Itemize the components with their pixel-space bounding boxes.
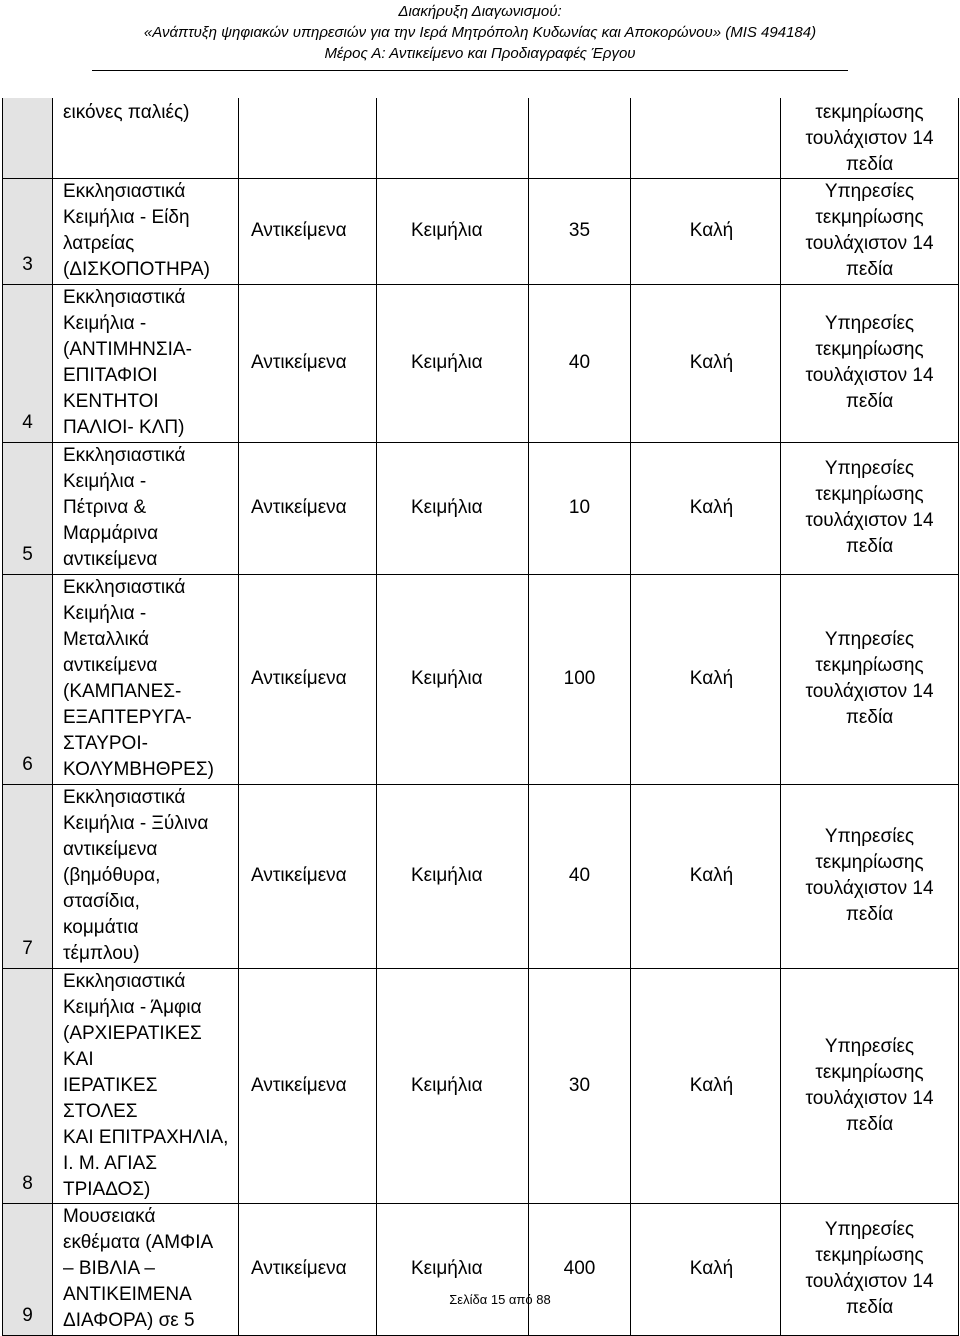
quantity-cell — [529, 98, 631, 178]
cell-line: πεδία — [845, 391, 894, 412]
subcategory-cell: Κειμήλια — [377, 284, 529, 442]
state-cell — [631, 98, 781, 178]
subcategory-cell: Κειμήλια — [377, 178, 529, 284]
table-row — [3, 574, 959, 784]
row-number-cell: 9 — [3, 1203, 53, 1335]
row-number-cell: 8 — [3, 968, 53, 1203]
cell-line: Πέτρινα & — [63, 497, 147, 518]
cell-line: (ΔΙΣΚΟΠΟΤΗΡΑ) — [63, 259, 210, 280]
cell-line: τουλάχιστον 14 — [805, 365, 934, 386]
service-cell — [781, 574, 959, 784]
quantity-cell: 30 — [529, 968, 631, 1203]
header-part: Μέρος Α: Αντικείμενο και Προδιαγραφές Έργου — [324, 45, 636, 62]
quantity-cell: 35 — [529, 178, 631, 284]
subcategory-cell: Κειμήλια — [377, 1203, 529, 1335]
cell-line: τουλάχιστον 14 — [805, 233, 934, 254]
cell-line: τεκμηρίωσης — [815, 852, 924, 873]
category-cell: Αντικείμενα — [239, 784, 377, 968]
cell-line: πεδία — [845, 1113, 894, 1135]
service-cell — [781, 784, 959, 968]
cell-line: εκθέματα (ΑΜΦΙΑ — [63, 1232, 214, 1253]
cell-line: κομμάτια — [63, 917, 139, 938]
row-number-cell: 5 — [3, 442, 53, 574]
cell-line: Εκκλησιαστικά — [63, 970, 186, 992]
cell-line: τεκμηρίωσης — [815, 339, 924, 360]
category-cell: Αντικείμενα — [239, 968, 377, 1203]
table-row — [3, 284, 959, 442]
description-cell — [53, 284, 239, 442]
cell-line: Κειμήλια - — [63, 603, 147, 624]
cell-line: ΠΑΛΙΟΙ- ΚΛΠ) — [63, 417, 185, 438]
cell-line: πεδία — [845, 904, 894, 925]
cell-line: Μεταλλικά — [63, 629, 149, 650]
description-cell — [53, 968, 239, 1203]
subcategory-cell: Κειμήλια — [377, 968, 529, 1203]
cell-line: αντικείμενα — [63, 655, 158, 676]
category-cell: Αντικείμενα — [239, 574, 377, 784]
cell-line: πεδία — [845, 707, 894, 728]
cell-line: πεδία — [845, 259, 894, 280]
category-cell: Αντικείμενα — [239, 442, 377, 574]
cell-line: πεδία — [845, 1297, 894, 1318]
quantity-cell: 40 — [529, 784, 631, 968]
state-cell: Καλή — [631, 442, 781, 574]
row-number-cell: 6 — [3, 574, 53, 784]
subcategory-cell: Κειμήλια — [377, 442, 529, 574]
page-number: Σελίδα 15 από 88 — [449, 1292, 551, 1307]
cell-line: (βημόθυρα, — [63, 865, 161, 886]
cell-line: Υπηρεσίες — [824, 629, 915, 650]
table-row — [3, 784, 959, 968]
quantity-cell: 10 — [529, 442, 631, 574]
cell-line: τουλάχιστον 14 — [805, 510, 934, 531]
cell-line: (ΑΡΧΙΕΡΑΤΙΚΕΣ ΚΑΙ — [63, 1022, 202, 1070]
cell-line: ΔΙΑΦΟΡΑ) σε 5 — [63, 1310, 195, 1331]
cell-line: ΚΟΛΥΜΒΗΘΡΕΣ) — [63, 759, 214, 780]
description-cell — [53, 1203, 239, 1335]
state-cell: Καλή — [631, 784, 781, 968]
cell-line: – ΒΙΒΛΙΑ – — [63, 1258, 155, 1279]
description-cell — [53, 442, 239, 574]
cell-line: ΣΤΑΥΡΟΙ- — [63, 733, 148, 754]
service-cell — [781, 284, 959, 442]
table-row-continued — [3, 98, 959, 178]
cell-line: τουλάχιστον 14 — [805, 878, 934, 899]
cell-line: Κειμήλια - — [63, 313, 147, 334]
table-row — [3, 178, 959, 284]
cell-line: τουλάχιστον 14 — [805, 1087, 934, 1109]
cell-line: ΤΡΙΑΔΟΣ) — [63, 1178, 151, 1200]
subcategory-cell: Κειμήλια — [377, 574, 529, 784]
cell-line: λατρείας — [63, 233, 135, 254]
category-cell — [239, 98, 377, 178]
table-row — [3, 442, 959, 574]
state-cell: Καλή — [631, 574, 781, 784]
header-divider — [92, 70, 848, 71]
cell-line: Υπηρεσίες — [824, 1035, 915, 1057]
cell-line: ΚΕΝΤΗΤΟΙ — [63, 391, 159, 412]
description-cell — [53, 98, 239, 178]
cell-line: ΕΞΑΠΤΕΡΥΓΑ- — [63, 707, 192, 728]
row-number-cell: 7 — [3, 784, 53, 968]
cell-line: πεδία — [845, 153, 894, 175]
subcategory-cell: Κειμήλια — [377, 784, 529, 968]
items-table — [2, 98, 959, 1336]
cell-line: Εκκλησιαστικά — [63, 445, 186, 466]
cell-line: ΙΕΡΑΤΙΚΕΣ ΣΤΟΛΕΣ — [63, 1074, 158, 1122]
description-cell — [53, 178, 239, 284]
cell-line: ΚΑΙ ΕΠΙΤΡΑΧΗΛΙΑ, — [63, 1126, 229, 1148]
cell-line: Εκκλησιαστικά — [63, 787, 186, 808]
cell-line: τεκμηρίωσης — [815, 101, 924, 123]
cell-line: Κειμήλια - — [63, 471, 147, 492]
cell-line: αντικείμενα — [63, 839, 158, 860]
cell-line: Ι. Μ. ΑΓΙΑΣ — [63, 1152, 158, 1174]
cell-line: αντικείμενα — [63, 549, 158, 570]
cell-line: τεκμηρίωσης — [815, 655, 924, 676]
cell-line: τουλάχιστον 14 — [805, 127, 934, 149]
cell-line: Κειμήλια - Είδη — [63, 207, 190, 228]
description-cell — [53, 574, 239, 784]
table-row — [3, 968, 959, 1203]
cell-line: Εκκλησιαστικά — [63, 181, 186, 202]
cell-line: εικόνες παλιές) — [63, 102, 190, 123]
cell-line: τουλάχιστον 14 — [805, 1271, 934, 1292]
cell-line: στασίδια, — [63, 891, 140, 912]
description-cell — [53, 784, 239, 968]
category-cell: Αντικείμενα — [239, 1203, 377, 1335]
cell-line: Μουσειακά — [63, 1206, 156, 1227]
header-title: Διακήρυξη Διαγωνισμού: — [398, 3, 562, 20]
category-cell: Αντικείμενα — [239, 178, 377, 284]
category-cell: Αντικείμενα — [239, 284, 377, 442]
cell-line: Υπηρεσίες — [824, 313, 915, 334]
cell-line: (ΚΑΜΠΑΝΕΣ- — [63, 681, 182, 702]
cell-line: Μαρμάρινα — [63, 523, 159, 544]
cell-line: τουλάχιστον 14 — [805, 681, 934, 702]
service-cell — [781, 442, 959, 574]
row-number-cell: 3 — [3, 178, 53, 284]
cell-line: ΕΠΙΤΑΦΙΟΙ — [63, 365, 158, 386]
state-cell: Καλή — [631, 968, 781, 1203]
cell-line: Εκκλησιαστικά — [63, 577, 186, 598]
cell-line: τεκμηρίωσης — [815, 207, 924, 228]
header-project: «Ανάπτυξη ψηφιακών υπηρεσιών για την Ιερά Μητρόπολη Κυδωνίας και Αποκορώνου» (MIS 494184) — [143, 24, 817, 41]
document-header — [0, 0, 960, 64]
subcategory-cell — [377, 98, 529, 178]
cell-line: τεκμηρίωσης — [815, 1061, 924, 1083]
service-cell — [781, 98, 959, 178]
cell-line: Υπηρεσίες — [824, 181, 915, 202]
cell-line: τεκμηρίωσης — [815, 484, 924, 505]
row-number-cell: 4 — [3, 284, 53, 442]
cell-line: τεκμηρίωσης — [815, 1245, 924, 1266]
cell-line: Κειμήλια - Ξύλινα — [63, 813, 209, 834]
quantity-cell: 400 — [529, 1203, 631, 1335]
service-cell — [781, 178, 959, 284]
service-cell — [781, 968, 959, 1203]
state-cell: Καλή — [631, 178, 781, 284]
quantity-cell: 100 — [529, 574, 631, 784]
cell-line: Κειμήλια - Άμφια — [63, 996, 202, 1018]
table-row — [3, 1203, 959, 1335]
cell-line: ΑΝΤΙΚΕΙΜΕΝΑ — [63, 1284, 192, 1305]
state-cell: Καλή — [631, 1203, 781, 1335]
quantity-cell: 40 — [529, 284, 631, 442]
cell-line: Υπηρεσίες — [824, 458, 915, 479]
service-cell — [781, 1203, 959, 1335]
row-number-cell — [3, 98, 53, 178]
cell-line: πεδία — [845, 536, 894, 557]
cell-line: τέμπλου) — [63, 943, 140, 964]
cell-line: (ΑΝΤΙΜΗΝΣΙΑ- — [63, 339, 192, 360]
cell-line: Υπηρεσίες — [824, 826, 915, 847]
state-cell: Καλή — [631, 284, 781, 442]
cell-line: Υπηρεσίες — [824, 1219, 915, 1240]
cell-line: Εκκλησιαστικά — [63, 287, 186, 308]
